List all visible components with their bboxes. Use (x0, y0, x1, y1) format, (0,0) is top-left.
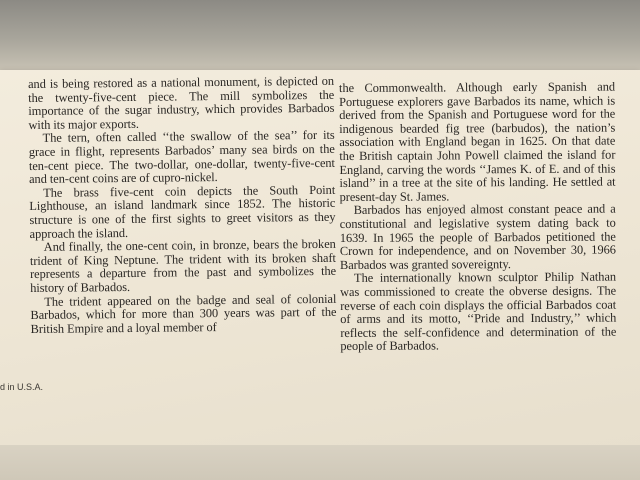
card-lower-edge (0, 445, 640, 480)
left-text-column (28, 75, 337, 336)
left-paragraph-2: The tern, often called ‘‘the swallow of the sea’’ for its grace in flight, represents Barbados’ many sea birds on the ten-cent piece. The two-dollar, one-dollar, twenty-five-cent and ten-cent coins are of cupro-nickel. (28, 128, 335, 187)
right-paragraph-3: The internationally known sculptor Philip Nathan was commissioned to create the obverse designs. The reverse of each coin displays the official Barbados coat of arms and its motto, ‘‘Pride and Industry,’’ which reflects the self-confidence and determination of the people of Barbados. (340, 269, 617, 354)
left-paragraph-5: The trident appeared on the badge and seal of colonial Barbados, which for more than 300 years was part of the British Empire and a loyal member of (30, 291, 337, 336)
right-text-column (339, 81, 616, 354)
left-paragraph-4: And finally, the one-cent coin, in bronze, bears the broken trident of King Neptune. The trident with its broken shaft represents a departure from the past and symbolizes the history of Barbados. (29, 236, 337, 295)
right-paragraph-1: the Commonwealth. Although early Spanish and Portuguese explorers gave Barbados its name, which is derived from the Spanish and Portuguese word for the indigenous bearded fig tree (barbudos), the nation’s association with England began in 1625. On that date the British captain John Powell claimed the island for England, carving the words ‘‘James K. of E. and of this island’’ in a tree at the site of his landing. He settled at present-day St. James. (338, 79, 616, 204)
print-imprint: d in U.S.A. (0, 382, 44, 392)
right-paragraph-2: Barbados has enjoyed almost constant peace and a constitutional and legislative system dating back to 1639. In 1965 the people of Barbados petitioned the Crown for independence, and on November 30, 1966 Barbados was granted sovereignty. (339, 201, 616, 272)
left-paragraph-3: The brass five-cent coin depicts the South Point Lighthouse, an island landmark since 1852. The historic structure is one of the first sights to greet visitors as they approach the island. (29, 182, 336, 241)
left-paragraph-1: and is being restored as a national monument, is depicted on the twenty-five-cent piece. The mill symbolizes the importance of the sugar industry, which provides Barbados with its major exports. (27, 73, 335, 132)
